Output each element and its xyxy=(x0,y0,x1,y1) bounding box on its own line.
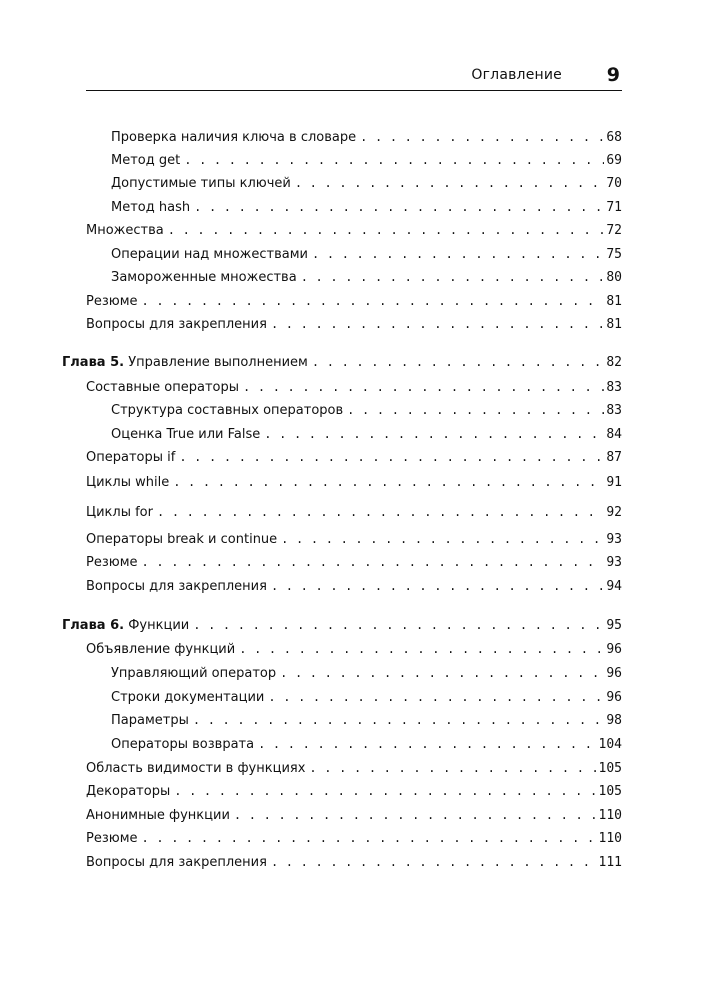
toc-entry-label xyxy=(111,689,268,707)
toc-entry xyxy=(62,553,622,571)
toc-entry xyxy=(62,128,622,146)
toc-entry xyxy=(62,198,622,216)
toc-entry xyxy=(62,577,622,595)
toc-entry-label xyxy=(111,175,295,193)
dot-leader xyxy=(234,806,597,824)
toc-entry-title: Операторы break и continue xyxy=(86,532,278,547)
toc-entry-label xyxy=(86,807,234,825)
dot-leader xyxy=(142,292,605,310)
page-number: 9 xyxy=(606,64,620,86)
dot-leader xyxy=(264,425,604,443)
toc-entry-label xyxy=(111,246,312,264)
toc-entry xyxy=(62,711,622,729)
toc-entry-page: 94 xyxy=(606,579,622,594)
toc-entry-label xyxy=(86,830,142,848)
toc-entry-page: 93 xyxy=(606,555,622,570)
toc-entry-title: Вопросы для закрепления xyxy=(86,855,267,870)
toc-entry-title: Циклы while xyxy=(86,475,170,490)
toc-entry-title: Управляющий оператор xyxy=(111,666,277,681)
toc-entry xyxy=(62,292,622,310)
toc-entry-page: 87 xyxy=(606,450,622,465)
toc-entry xyxy=(62,315,622,333)
toc-entry-label xyxy=(111,199,194,217)
toc-entry-label xyxy=(86,504,157,522)
dot-leader xyxy=(309,759,596,777)
dot-leader xyxy=(271,577,604,595)
toc-entry-label xyxy=(86,531,281,549)
toc-entry-page: 96 xyxy=(606,690,622,705)
dot-leader xyxy=(174,782,596,800)
toc-entry-label xyxy=(62,354,312,372)
toc-entry-title: Область видимости в функциях xyxy=(86,761,306,776)
toc-entry-label xyxy=(86,578,271,596)
toc-entry xyxy=(62,829,622,847)
dot-leader xyxy=(157,503,604,521)
toc-entry-label xyxy=(86,449,179,467)
toc-entry-label xyxy=(111,665,280,683)
toc-entry-page: 110 xyxy=(598,808,622,823)
toc-entry-page: 105 xyxy=(598,761,622,776)
toc-entry-page: 83 xyxy=(606,403,622,418)
toc-entry-page: 83 xyxy=(606,380,622,395)
toc-entry-page: 96 xyxy=(606,666,622,681)
toc-entry xyxy=(62,530,622,548)
toc-entry xyxy=(62,688,622,706)
dot-leader xyxy=(184,151,604,169)
toc-entry-page: 81 xyxy=(606,294,622,309)
toc-entry-title: Операторы возврата xyxy=(111,737,255,752)
toc-entry-title: Строки документации xyxy=(111,690,265,705)
dot-leader xyxy=(142,553,605,571)
toc-entry-title: Множества xyxy=(86,223,164,238)
toc-entry-label xyxy=(111,152,184,170)
toc-entry xyxy=(62,448,622,466)
toc-entry-label xyxy=(111,736,258,754)
toc-entry-page: 84 xyxy=(606,427,622,442)
toc-entry-page: 110 xyxy=(598,831,622,846)
toc-entry-label xyxy=(86,554,142,572)
chapter-number: Глава 6. xyxy=(62,618,125,633)
toc-entry-page: 91 xyxy=(606,475,622,490)
dot-leader xyxy=(193,711,604,729)
toc-entry-page: 80 xyxy=(606,270,622,285)
toc-entry-label xyxy=(86,474,173,492)
toc-entry-page: 72 xyxy=(606,223,622,238)
toc-entry-page: 111 xyxy=(598,855,622,870)
toc-entry-page: 98 xyxy=(606,713,622,728)
dot-leader xyxy=(280,664,604,682)
dot-leader xyxy=(360,128,604,146)
toc-entry-page: 69 xyxy=(606,153,622,168)
toc-entry xyxy=(62,735,622,753)
toc-entry xyxy=(62,151,622,169)
toc-entry xyxy=(62,245,622,263)
toc-entry-label xyxy=(62,617,193,635)
dot-leader xyxy=(258,735,596,753)
toc-entry-title: Метод hash xyxy=(111,200,191,215)
dot-leader xyxy=(268,688,604,706)
dot-leader xyxy=(281,530,604,548)
toc-entry xyxy=(62,378,622,396)
toc-entry-label xyxy=(86,854,271,872)
dot-leader xyxy=(193,616,604,634)
dot-leader xyxy=(239,640,604,658)
toc-entry-page: 82 xyxy=(606,355,622,370)
dot-leader xyxy=(271,315,604,333)
toc-entry xyxy=(62,174,622,192)
toc-entry-title: Функции xyxy=(128,618,190,633)
toc-entry-label xyxy=(111,402,347,420)
toc-entry-title: Вопросы для закрепления xyxy=(86,579,267,594)
toc-entry-page: 70 xyxy=(606,176,622,191)
toc-entry xyxy=(62,425,622,443)
toc-entry xyxy=(62,221,622,239)
chapter-number: Глава 5. xyxy=(62,355,125,370)
toc-entry-title: Управление выполнением xyxy=(128,355,308,370)
toc-entry-label xyxy=(86,222,168,240)
toc-entry-label xyxy=(86,641,239,659)
dot-leader xyxy=(347,401,604,419)
toc-entry-label xyxy=(111,269,301,287)
toc-entry-title: Оценка True или False xyxy=(111,427,261,442)
dot-leader xyxy=(312,353,604,371)
toc-entry-title: Анонимные функции xyxy=(86,808,230,823)
toc-entry xyxy=(62,640,622,658)
dot-leader xyxy=(301,268,605,286)
toc-entry-title: Объявление функций xyxy=(86,642,236,657)
toc-entry xyxy=(62,806,622,824)
dot-leader xyxy=(142,829,597,847)
toc-entry-title: Резюме xyxy=(86,294,138,309)
toc-entry-label xyxy=(86,760,309,778)
dot-leader xyxy=(243,378,604,396)
toc-entry-title: Структура составных операторов xyxy=(111,403,344,418)
toc-entry xyxy=(62,664,622,682)
dot-leader xyxy=(168,221,605,239)
toc-entry xyxy=(62,473,622,491)
toc-entry-page: 81 xyxy=(606,317,622,332)
dot-leader xyxy=(295,174,605,192)
toc-entry-title: Составные операторы xyxy=(86,380,239,395)
toc-entry-title: Проверка наличия ключа в словаре xyxy=(111,130,357,145)
toc-entry-title: Операции над множествами xyxy=(111,247,308,262)
toc-entry-page: 95 xyxy=(606,618,622,633)
toc-entry-page: 105 xyxy=(598,784,622,799)
toc-entry-title: Метод get xyxy=(111,153,181,168)
toc-entry xyxy=(62,503,622,521)
toc-entry-title: Параметры xyxy=(111,713,189,728)
toc-entry-title: Резюме xyxy=(86,831,138,846)
dot-leader xyxy=(179,448,604,466)
toc-entry-title: Вопросы для закрепления xyxy=(86,317,267,332)
running-header xyxy=(86,66,622,88)
toc-entry xyxy=(62,268,622,286)
toc-entry-page: 93 xyxy=(606,532,622,547)
toc-entry xyxy=(62,853,622,871)
toc-entry xyxy=(62,401,622,419)
toc-entry-title: Замороженные множества xyxy=(111,270,297,285)
toc-entry-title: Декораторы xyxy=(86,784,171,799)
toc-entry-title: Резюме xyxy=(86,555,138,570)
toc-entry-title: Операторы if xyxy=(86,450,176,465)
toc-chapter-entry xyxy=(62,616,622,634)
toc-entry xyxy=(62,759,622,777)
toc-entry-label xyxy=(86,379,243,397)
toc-entry-page: 96 xyxy=(606,642,622,657)
toc-entry-label xyxy=(111,129,360,147)
toc-entry-page: 104 xyxy=(598,737,622,752)
toc-entry-title: Допустимые типы ключей xyxy=(111,176,291,191)
dot-leader xyxy=(312,245,604,263)
toc-entry-page: 71 xyxy=(606,200,622,215)
dot-leader xyxy=(194,198,604,216)
toc-entry-label xyxy=(86,316,271,334)
toc-entry-label xyxy=(111,426,264,444)
header-title: Оглавление xyxy=(471,67,562,83)
toc-entry-label xyxy=(111,712,193,730)
toc-entry xyxy=(62,782,622,800)
toc-entry-page: 68 xyxy=(606,130,622,145)
toc-entry-title: Циклы for xyxy=(86,505,153,520)
dot-leader xyxy=(173,473,604,491)
toc-entry-label xyxy=(86,293,142,311)
toc-entry-page: 92 xyxy=(606,505,622,520)
toc-entry-label xyxy=(86,783,174,801)
header-divider xyxy=(86,90,622,91)
toc-entry-page: 75 xyxy=(606,247,622,262)
dot-leader xyxy=(271,853,597,871)
toc-chapter-entry xyxy=(62,353,622,371)
